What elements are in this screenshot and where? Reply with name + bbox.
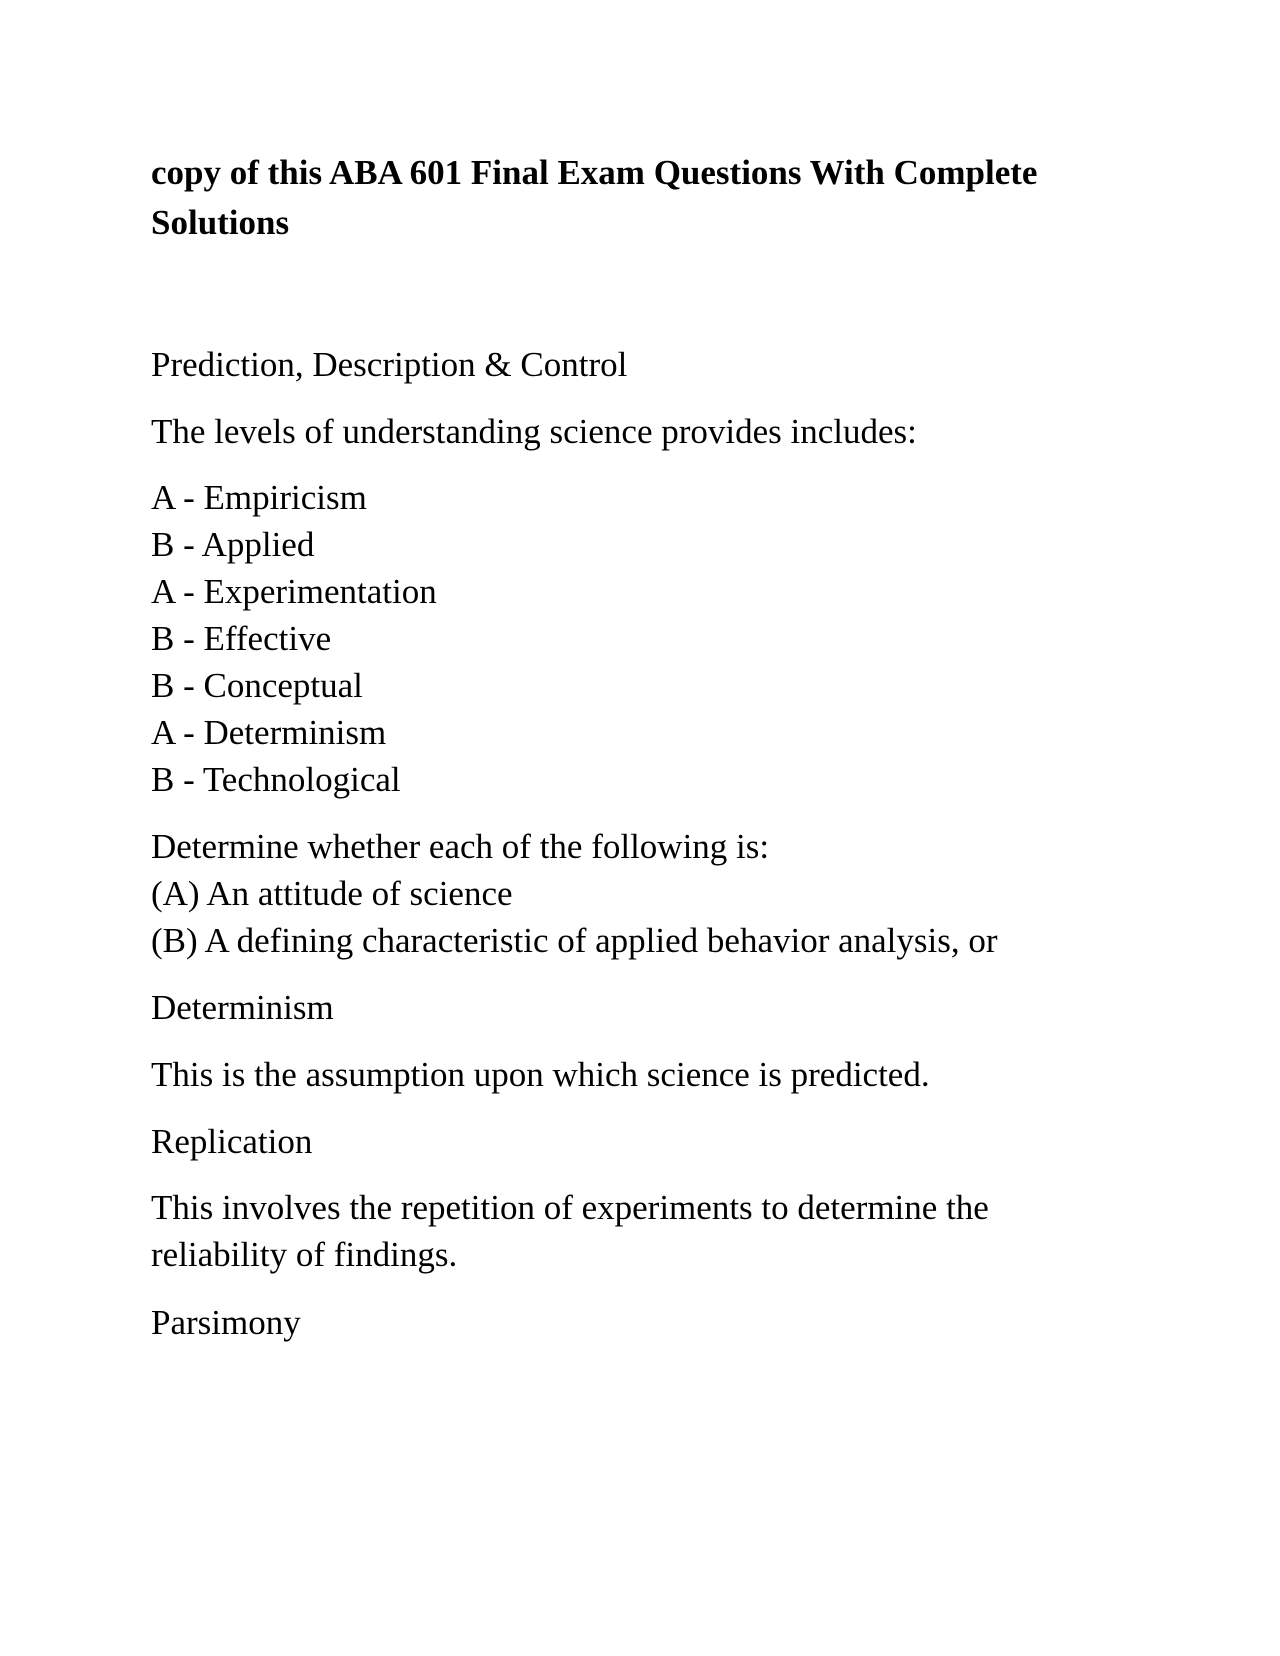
term-heading: Determinism bbox=[151, 988, 334, 1027]
term-definition: This involves the repetition of experiments to determine the reliability of findings. bbox=[151, 1188, 989, 1274]
list-item: A - Determinism bbox=[151, 713, 387, 752]
list-item: B - Applied bbox=[151, 525, 315, 564]
list-item: B - Technological bbox=[151, 760, 401, 799]
instruction-line: (A) An attitude of science bbox=[151, 874, 513, 913]
term-heading: Prediction, Description & Control bbox=[151, 345, 628, 384]
list-item: B - Effective bbox=[151, 619, 332, 658]
instruction-line: Determine whether each of the following is: bbox=[151, 827, 770, 866]
list-item: A - Empiricism bbox=[151, 478, 367, 517]
term-definition: The levels of understanding science provides includes: bbox=[151, 412, 917, 451]
instruction-line: (B) A defining characteristic of applied behavior analysis, or bbox=[151, 921, 998, 960]
term-heading: Replication bbox=[151, 1122, 313, 1161]
document-title: copy of this ABA 601 Final Exam Questions With Complete Solutions bbox=[151, 153, 1038, 242]
list-item: A - Experimentation bbox=[151, 572, 437, 611]
list-item: B - Conceptual bbox=[151, 666, 363, 705]
term-definition: This is the assumption upon which science is predicted. bbox=[151, 1055, 930, 1094]
term-heading: Parsimony bbox=[151, 1303, 301, 1342]
